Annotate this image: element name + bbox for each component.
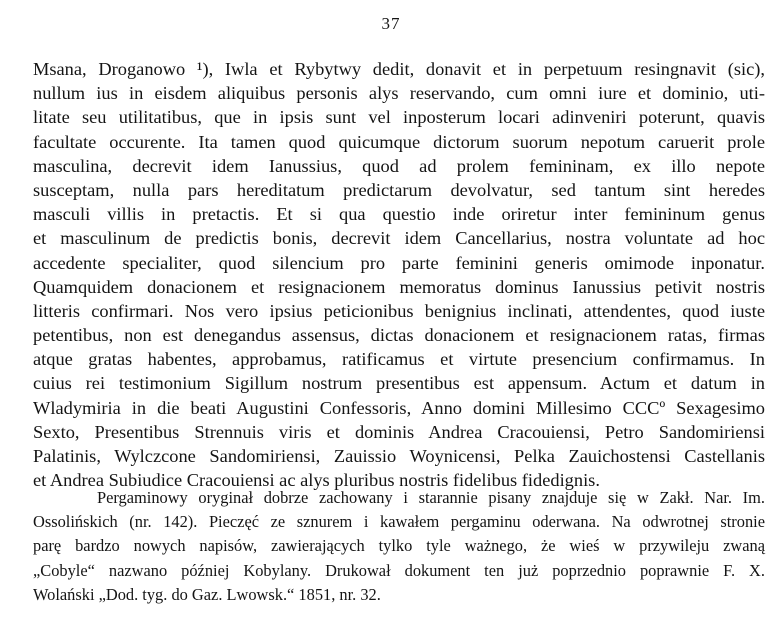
text-line: Quamquidem donacionem et resignacionem memoratus dominus Ianussius petivit nostris [33, 276, 765, 297]
text-line: et Andrea Subiudice Cracouiensi ac alys pluribus nostris fidelibus fidedignis. [33, 470, 600, 491]
text-line: cuius rei testimonium Sigillum nostrum presentibus est appensum. Actum et datum in [33, 373, 765, 394]
text-line: litate seu utilitatibus, que in ipsis sunt vel inposterum locari adinveniri poterunt, quavis [33, 107, 765, 128]
text-line: et masculinum de predictis bonis, decrevit idem Cancellarius, nostra voluntate ad hoc [33, 228, 765, 249]
text-line: Wladymiria in die beati Augustini Confessoris, Anno domini Millesimo CCCº Sexagesimo [33, 397, 765, 418]
page-number: 37 [381, 14, 401, 33]
text-line: Palatinis, Wylczcone Sandomiriensi, Zauissio Woynicensi, Pelka Zauichostensi Castellanis [33, 446, 765, 466]
note-line: parę bardzo nowych napisów, zawierających tylko tyle ważnego, że wieś w przywileju zwaną [33, 536, 765, 556]
text-line: Sexto, Presentibus Strennuis viris et dominis Andrea Cracouiensi, Petro Sandomiriensi [33, 421, 765, 442]
charter-text [33, 57, 765, 492]
text-line: atque gratas habentes, approbamus, ratificamus et virtute presencium confirmamus. In [33, 349, 765, 370]
text-line: masculina, decrevit idem Ianussius, quod ad prolem femininam, ex illo nepote [33, 155, 765, 176]
text-line: masculi villis in pretactis. Et si qua questio inde oriretur inter femininum genus [33, 204, 765, 225]
note-line: Pergaminowy oryginał dobrze zachowany i starannie pisany znajduje się w Zakł. Nar. Im. [97, 488, 765, 507]
text-line: facultate occurente. Ita tamen quod quicumque dictorum suorum nepotum caruerit prole [33, 131, 765, 152]
text-line: petentibus, non est denegandus assensus, dictas donacionem et resignacionem ratas, firmas [33, 325, 765, 346]
note-line: „Cobyle“ nazwano później Kobylany. Drukował dokument ten już poprzednio poprawnie F. X. [33, 560, 765, 580]
text-line: susceptam, nulla pars hereditatum predictarum devolvatur, sed tantum sint heredes [33, 179, 765, 200]
note-line: Ossolińskich (nr. 142). Pieczęć ze sznurem i kawałem pergaminu oderwana. Na odwrotnej stronie [33, 512, 765, 532]
note-line: Wolański „Dod. tyg. do Gaz. Lwowsk.“ 1851, nr. 32. [33, 584, 381, 604]
text-line: accedente specialiter, quod silencium pro parte feminini generis omimode inponatur. [33, 252, 765, 273]
text-line: nullum ius in eisdem aliquibus personis alys reservando, cum omni iure et dominio, uti- [33, 83, 765, 104]
editorial-note [33, 486, 765, 607]
text-line: Msana, Droganowo ¹), Iwla et Rybytwy dedit, donavit et in perpetuum resingnavit (sic), [33, 59, 765, 79]
text-line: litteris confirmari. Nos vero ipsius peticionibus benignius inclinati, attendentes, quod iuste [33, 300, 765, 321]
